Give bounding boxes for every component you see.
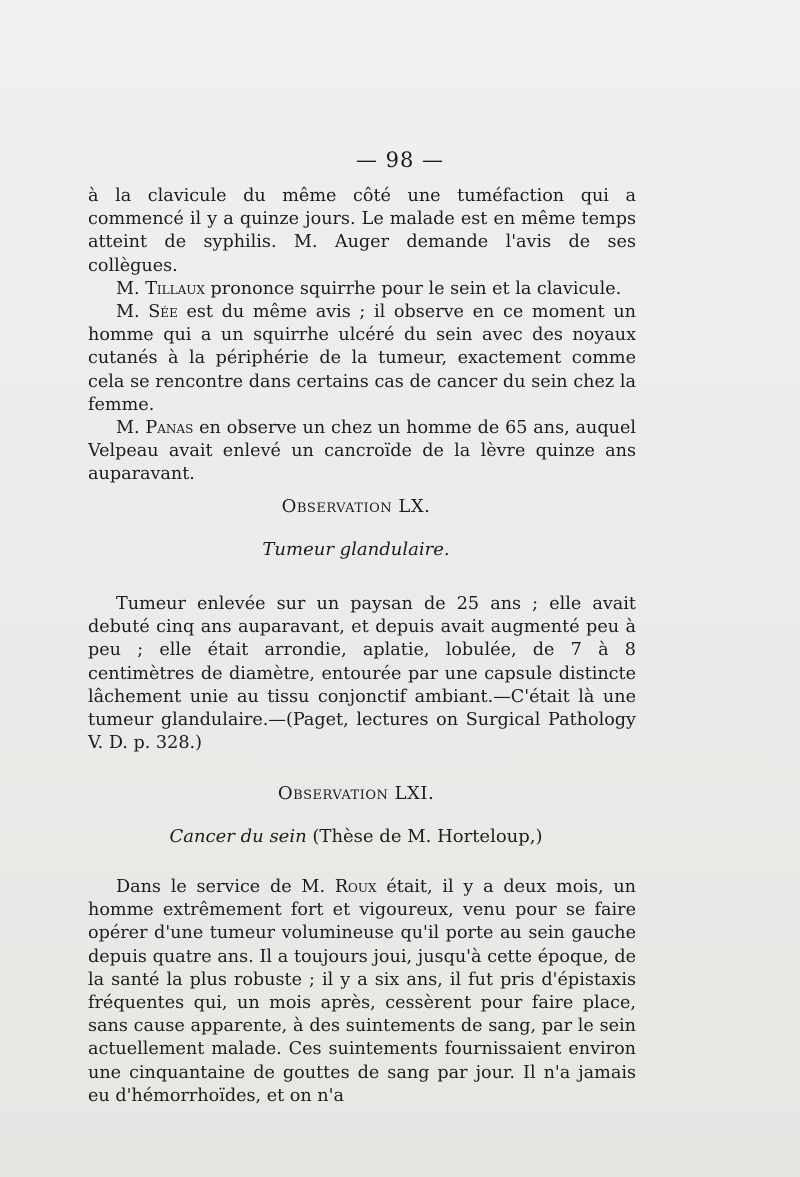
- person-name: M. Tillaux: [116, 278, 205, 299]
- paragraph-text: Tumeur enlevée sur un paysan de 25 ans ; elle avait debuté cinq ans auparavant, et depuis avait augmenté peu à peu ; elle était arrondie, aplatie, lobulée, de 7 à 8 centimètres de diamètre, entourée par une capsule distincte lâchement unie au tissu conjonctif ambiant.—C'était là une tumeur glandulaire.—(Paget, lectures on Surgical Pathology V. D. p. 328.): [88, 594, 636, 754]
- observation-lxi-heading: Observation LXI.: [277, 783, 435, 804]
- title-italic: Cancer du sein: [169, 826, 307, 847]
- observation-lx-title: Tumeur glandulaire.: [262, 539, 450, 560]
- paragraph-panas: [88, 417, 636, 487]
- text-segment: était, il y a deux mois, un homme extrêmement fort et vigoureux, venu pour se faire opérer d'une tumeur volumineuse qu'il porte au sein gauche depuis quatre ans. Il a toujours joui, jusqu'à cette époque, de la santé la plus robuste ; il y a six ans, il fut pris d'épistaxis fréquentes qui, un mois après, cessèrent pour faire place, sans cause apparente, à des suintements de sang, par le sein actuellement malade. Ces suintements fournissaient environ une cinquantaine de gouttes de sang par jour. Il n'a jamais eu d'hémorrhoïdes, et on n'a: [88, 877, 636, 1106]
- text-segment: Dans le service de M.: [116, 877, 335, 897]
- paragraph-see: [88, 301, 636, 417]
- top-text-block: [88, 185, 636, 487]
- paragraph-continuation: à la clavicule du même côté une tuméfaction qui a commencé il y a quinze jours. Le malade est en même temps atteint de syphilis. M. Auger demande l'avis de ses collègues.: [88, 186, 636, 276]
- person-name: M. Panas: [116, 418, 194, 439]
- paragraph-text: prononce squirrhe pour le sein et la clavicule.: [204, 278, 622, 299]
- person-name: Roux: [334, 877, 377, 897]
- paragraph-text: en observe un chez un homme de 65 ans, auquel Velpeau avait enlevé un cancroïde de la lèvre quinze ans auparavant.: [88, 418, 637, 485]
- paragraph-text: est du même avis ; il observe en ce moment un homme qui a un squirrhe ulcéré du sein avec des noyaux cutanés à la périphérie de la tumeur, exactement comme cela se rencontre dans certains cas de cancer du sein chez la femme.: [88, 302, 636, 415]
- title-attribution: (Thèse de M. Horteloup,): [306, 826, 543, 847]
- paragraph-text: [88, 876, 636, 1108]
- observation-lx-heading: Observation LX.: [281, 496, 431, 517]
- person-name: M. Sée: [116, 302, 178, 323]
- observation-lxi-title: [0, 826, 712, 847]
- observation-lxi-body: [88, 876, 636, 1108]
- observation-lx-body: [88, 593, 636, 755]
- paragraph-tillaux: [88, 278, 636, 301]
- page-number: — 98 —: [355, 148, 445, 172]
